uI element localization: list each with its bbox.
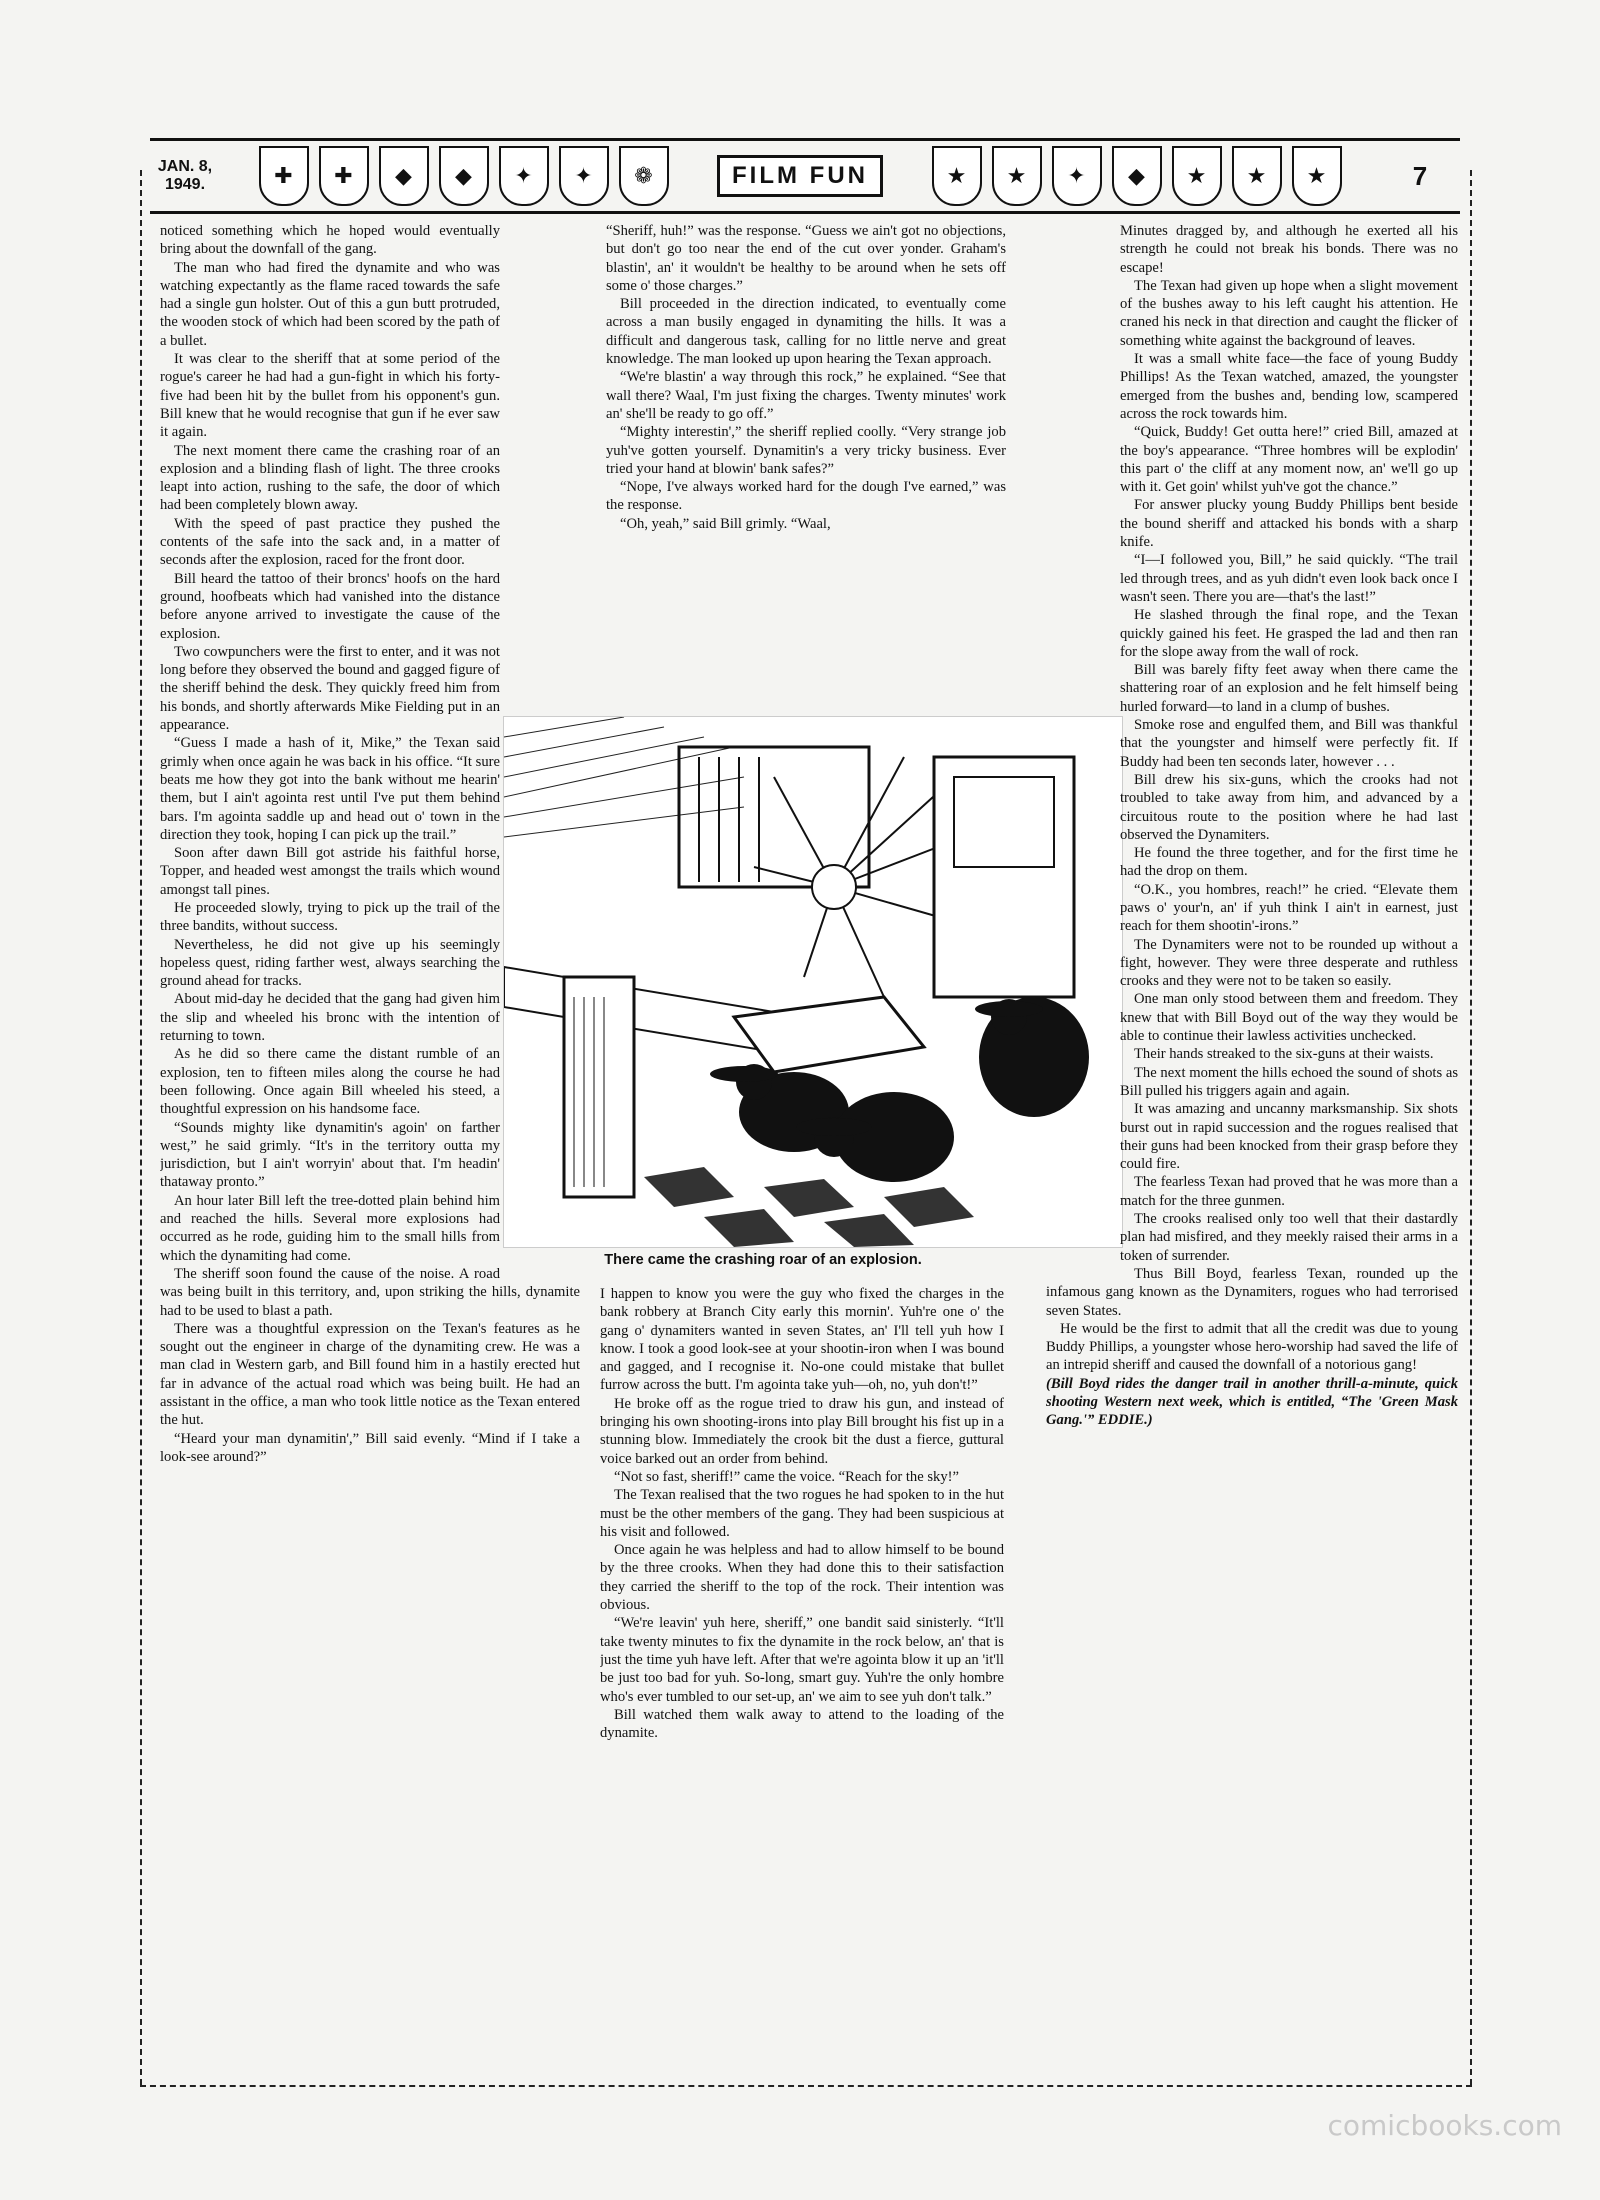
paragraph: It was amazing and uncanny marksmanship. Six shots burst out in rapid succession and the rogues realised that their guns had been knocked from their grasp before they could fire. (1120, 1101, 1458, 1173)
paragraph: “We're blastin' a way through this rock,” he explained. “See that wall there? Waal, I'm just fixing the charges. Twenty minutes' work an' she'll be ready to go off.” (606, 369, 1006, 422)
flag-shield-icon: ✦ (1052, 146, 1102, 206)
paragraph: I happen to know you were the guy who fixed the charges in the bank robbery at Branch City early this mornin'. Yuh're one o' the gang o' dynamiters wanted in seven States, an' I'll tell yuh how I know. I took a good look-see at your shootin-iron when I was bound and gagged, and I recognise it. No-one could mistake that bullet furrow across the butt. I'm agointa take yuh—oh, no, yuh don't!” (600, 1286, 1004, 1394)
paragraph: He found the three together, and for the first time he had the drop on them. (1120, 845, 1458, 880)
flag-shield-icon: ◆ (1112, 146, 1162, 206)
paragraph: “Oh, yeah,” said Bill grimly. “Waal, (620, 515, 831, 532)
paragraph: Bill drew his six-guns, which the crooks had not troubled to take away from him, and advanced by a circuitous route to the position where he had last observed the Dynamiters. (1120, 771, 1458, 843)
header-banner (150, 138, 1460, 214)
flag-shield-icon: ✦ (499, 146, 549, 206)
paragraph: “Heard your man dynamitin',” Bill said evenly. “Mind if I take a look-see around?” (160, 1430, 580, 1465)
paragraph: Their hands streaked to the six-guns at their waists. (1134, 1046, 1434, 1063)
paragraph: The next moment there came the crashing roar of an explosion and a blinding flash of light. The three crooks leapt into action, rushing to the safe, the door of which had been completely blown away. (160, 442, 500, 514)
paragraph: He would be the first to admit that all the credit was due to young Buddy Phillips, a youngster whose hero-worship had saved the life of an intrepid sheriff and caused the downfall of a notorious gang! (1046, 1320, 1458, 1374)
illustration-caption: There came the crashing roar of an explosion. (604, 1252, 922, 1268)
paragraph: “We're leavin' yuh here, sheriff,” one bandit said sinisterly. “It'll take twenty minutes to fix the dynamite in the rock below, an' that is just the time yuh have left. After that we're agointa blow it up an 'it'll be just too bad for yuh. So-long, smart guy. Yuh're the only hombre who's ever tumbled to our set-up, an' we aim to see yuh don't talk.” (600, 1615, 1004, 1705)
paragraph: The Texan realised that the two rogues he had spoken to in the hut must be the other members of the gang. They had been suspicious at his visit and followed. (600, 1487, 1004, 1540)
story-column-2-lower (600, 1285, 1004, 2075)
paragraph: There was a thoughtful expression on the Texan's features as he sought out the engineer in charge of the dynamiting crew. He was a man clad in Western garb, and Bill found him in a hastily erected hut far in advance of the actual road which was being built. He had an assistant in the office, a man who took little notice as the Texan entered the hut. (160, 1320, 580, 1429)
paragraph: About mid-day he decided that the gang had given him the slip and wheeled his bronc with the intention of returning to town. (160, 991, 500, 1045)
paragraph: With the speed of past practice they pushed the contents of the safe into the sack and, in a matter of seconds after the explosion, raced for the front door. (160, 515, 500, 569)
flag-shield-icon: ✦ (559, 146, 609, 206)
flag-shield-icon: ★ (992, 146, 1042, 206)
paragraph: “Sheriff, huh!” was the response. “Guess we ain't got no objections, but don't go too near the end of the cut over yonder. Graham's blastin', an' it wouldn't be healthy to be around when he sets off some o' those charges.” (606, 223, 1006, 294)
magazine-title: FILM FUN (717, 155, 883, 197)
paragraph: Two cowpunchers were the first to enter, and it was not long before they observed the bound and gagged figure of the sheriff behind the desk. They quickly freed him from his bonds, and shortly afterwards Mike Fielding put in an appearance. (160, 643, 500, 734)
next-week-note: (Bill Boyd rides the danger trail in another thrill-a-minute, quick shooting Western next week, which is entitled, “The 'Green Mask Gang.'” EDDIE.) (1046, 1375, 1458, 1429)
flag-shields-right (893, 146, 1380, 206)
paragraph: Bill heard the tattoo of their broncs' hoofs on the hard ground, hoofbeats which had vanished into the distance before anyone arrived to investigate the cause of the explosion. (160, 570, 500, 642)
paragraph: noticed something which he hoped would eventually bring about the downfall of the gang. (160, 223, 500, 258)
flag-shields-left (220, 146, 707, 206)
flag-shield-icon: ✚ (259, 146, 309, 206)
flag-shield-icon: ❁ (619, 146, 669, 206)
paragraph: One man only stood between them and freedom. They knew that with Bill Boyd out of the way they would be able to continue their lawless activities unchecked. (1120, 991, 1458, 1045)
paragraph: Nevertheless, he did not give up his seemingly hopeless quest, riding farther west, always searching the ground ahead for tracks. (160, 936, 500, 990)
paragraph: Bill watched them walk away to attend to the loading of the dynamite. (600, 1706, 1004, 1742)
paragraph: It was clear to the sheriff that at some period of the rogue's career he had had a gun-fight in which his forty-five had been hit by the bullet from his opponent's gun. Bill knew that he would recognise that gun if he ever saw it again. (160, 351, 500, 441)
paragraph: Once again he was helpless and had to allow himself to be bound by the three crooks. When they had done this to their satisfaction they carried the sheriff to the top of the rock. Their intention was obvious. (600, 1542, 1004, 1614)
flag-shield-icon: ★ (1232, 146, 1282, 206)
paragraph: Bill was barely fifty feet away when there came the shattering roar of an explosion and he felt himself being hurled forward—to land in a clump of bushes. (1120, 662, 1458, 715)
paragraph: He proceeded slowly, trying to pick up the trail of the three bandits, without success. (160, 899, 500, 935)
paragraph: He slashed through the final rope, and the Texan quickly gained his feet. He grasped the lad and then ran for the slope away from the wall of rock. (1120, 607, 1458, 660)
paragraph: “I—I followed you, Bill,” he said quickly. “The trail led through trees, and as yuh didn't even look back once I wasn't seen. There you are—that's the last!” (1120, 552, 1458, 605)
paragraph: “Quick, Buddy! Get outta here!” cried Bill, amazed at the boy's appearance. “Three hombres will be explodin' this part o' the cliff at any moment now, an' we'll go up with it. Get goin' whilst yuh've got the chance.” (1120, 424, 1458, 496)
story-illustration (503, 716, 1123, 1248)
page-number: 7 (1412, 160, 1428, 191)
paragraph: Thus Bill Boyd, fearless Texan, rounded up the infamous gang known as the Dynamiters, rogues who had terrorised seven States. (1046, 1265, 1458, 1319)
paragraph: Soon after dawn Bill got astride his faithful horse, Topper, and headed west amongst the trails which wound amongst tall pines. (160, 845, 500, 898)
paragraph: He broke off as the rogue tried to draw his gun, and instead of bringing his own shooting-irons into play Bill brought his fist up in a stunning blow. Immediately the crook bit the dust a fierce, guttural voice barked out an order from behind. (600, 1395, 1004, 1467)
flag-shield-icon: ✚ (319, 146, 369, 206)
paragraph: Smoke rose and engulfed them, and Bill was thankful that the youngster and himself were perfectly fit. If Buddy had been ten seconds later, however . . . (1120, 717, 1458, 770)
paragraph: “Mighty interestin',” the sheriff replied coolly. “Very strange job yuh've gotten yourself. Dynamitin's a very tricky business. Ever tried your hand at blowin' bank safes?” (606, 424, 1006, 477)
story-column-3 (1046, 222, 1458, 2077)
paragraph: The next moment the hills echoed the sound of shots as Bill pulled his triggers again and again. (1120, 1064, 1458, 1099)
flag-shield-icon: ◆ (439, 146, 489, 206)
paragraph: “Guess I made a hash of it, Mike,” the Texan said grimly when once again he was back in his office. “It sure beats me how they got into the bank without me hearin' them, but I ain't agointa rest until I've put them behind bars. I'm agointa saddle up and head out o' town in the direction they took, hoping I can pick up the trail.” (160, 735, 500, 843)
paragraph: An hour later Bill left the tree-dotted plain behind him and reached the hills. Several more explosions had occurred as he rode, guiding him to the small hills from which the dynamiting had come. (160, 1192, 500, 1264)
explosion-scene-icon (504, 717, 1122, 1247)
paragraph: “Sounds mighty like dynamitin's agoin' on farther west,” he said grimly. “It's in the territory outta my jurisdiction, but I ain't worryin' about that. I'm headin' thataway pronto.” (160, 1119, 500, 1191)
paragraph: Minutes dragged by, and although he exerted all his strength he could not break his bonds. There was no escape! (1120, 223, 1458, 276)
paragraph: It was a small white face—the face of young Buddy Phillips! As the Texan watched, amazed, the youngster emerged from the bushes and, bending low, scampered across the rock towards him. (1120, 351, 1458, 422)
flag-shield-icon: ★ (1292, 146, 1342, 206)
left-border-rule (140, 170, 142, 2085)
flag-shield-icon: ◆ (379, 146, 429, 206)
wrap-spacer (1046, 712, 1120, 1272)
paragraph: The fearless Texan had proved that he was more than a match for the three gunmen. (1120, 1174, 1458, 1209)
paragraph: Bill proceeded in the direction indicated, to eventually come across a man busily engaged in dynamiting the hills. It was a difficult and dangerous task, calling for no little nerve and great knowledge. The man looked up upon hearing the Texan approach. (606, 296, 1006, 368)
flag-shield-icon: ★ (932, 146, 982, 206)
bottom-border-rule (140, 2085, 1472, 2087)
paragraph: The Dynamiters were not to be rounded up without a fight, however. They were three desperate and ruthless crooks and they were not to be taken so easily. (1120, 936, 1458, 990)
paragraph: As he did so there came the distant rumble of an explosion, ten to fifteen miles along the course he had been following. Once again Bill wheeled his steed, a thoughtful expression on his handsome face. (160, 1046, 500, 1118)
paragraph: “O.K., you hombres, reach!” he cried. “Elevate them paws o' your'n, an' if yuh think I ain't in earnest, just reach for them shootin'-irons.” (1120, 881, 1458, 935)
right-border-rule (1470, 170, 1472, 2085)
paragraph: The sheriff soon found the cause of the noise. A road was being built in this territory, and, upon striking the hills, dynamite had to be used to blast a path. (160, 1265, 580, 1319)
paragraph: The man who had fired the dynamite and who was watching expectantly as the flame raced towards the safe had a single gun holster. Out of this a gun butt protruded, the wooden stock of which had been scored by the path of a bullet. (160, 259, 500, 349)
watermark: comicbooks.com (1327, 2109, 1562, 2142)
paragraph: For answer plucky young Buddy Phillips bent beside the bound sheriff and attacked his bonds with a sharp knife. (1120, 497, 1458, 551)
story-column-2-upper (606, 222, 1006, 706)
paragraph: “Nope, I've always worked hard for the dough I've earned,” was the response. (606, 479, 1006, 514)
paragraph: The crooks realised only too well that their dastardly plan had misfired, and they meekly raised their arms in a token of surrender. (1120, 1211, 1458, 1264)
issue-date: JAN. 8, 1949. (157, 158, 213, 193)
paragraph: The Texan had given up hope when a slight movement of the bushes away to his left caught his attention. He craned his neck in that direction and caught the flicker of something white against the background of leaves. (1120, 277, 1458, 349)
flag-shield-icon: ★ (1172, 146, 1222, 206)
paragraph: “Not so fast, sheriff!” came the voice. “Reach for the sky!” (614, 1468, 959, 1485)
